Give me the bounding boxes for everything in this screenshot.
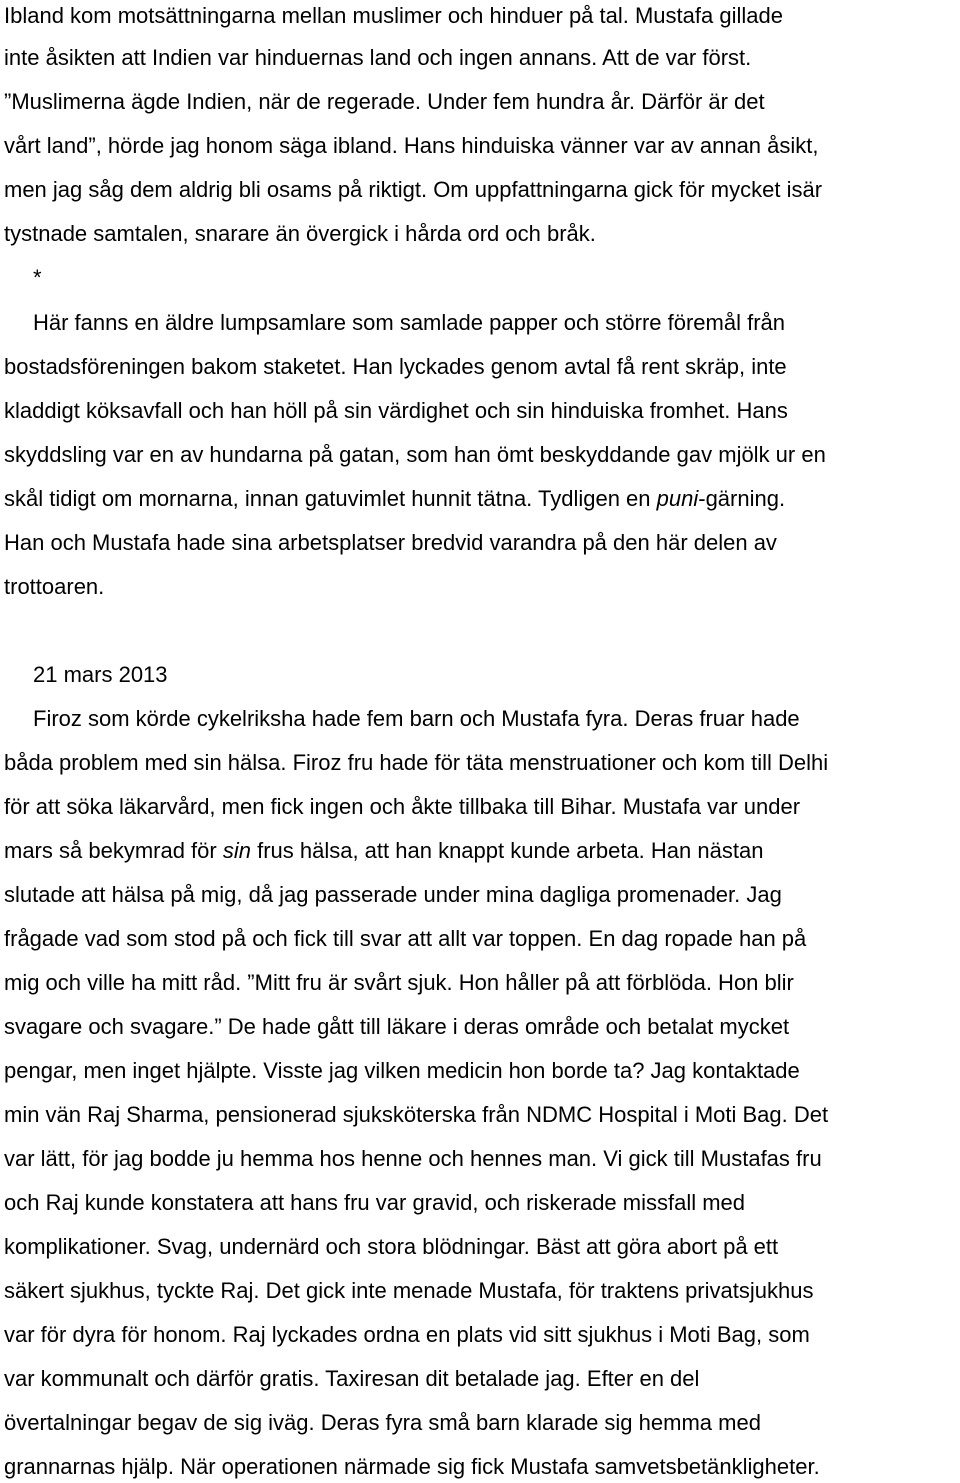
text-line: men jag såg dem aldrig bli osams på riktigt. Om uppfattningarna gick för mycket isär [4, 177, 823, 202]
text-line: ”Muslimerna ägde Indien, när de regerade. Under fem hundra år. Därför är det [4, 89, 765, 114]
text-run: -gärning. [698, 486, 786, 511]
text-run: mars så bekymrad för [4, 838, 223, 863]
text-line: säkert sjukhus, tyckte Raj. Det gick inte menade Mustafa, för traktens privatsjukhus [4, 1278, 814, 1303]
text-line: grannarnas hjälp. När operationen närmade sig fick Mustafa samvetsbetänkligheter. [4, 1454, 820, 1479]
italic-word: sin [222, 838, 251, 863]
text-run: frus hälsa, att han knappt kunde arbeta. Han nästan [250, 838, 764, 863]
text-line [4, 838, 763, 864]
date-heading: 21 mars 2013 [33, 662, 168, 687]
text-line: Han och Mustafa hade sina arbetsplatser bredvid varandra på den här delen av [4, 530, 777, 555]
text-line: övertalningar begav de sig iväg. Deras fyra små barn klarade sig hemma med [4, 1410, 761, 1435]
text-run: skål tidigt om mornarna, innan gatuvimlet hunnit tätna. Tydligen en [4, 486, 657, 511]
text-line: Här fanns en äldre lumpsamlare som samlade papper och större föremål från [33, 310, 786, 335]
text-line: inte åsikten att Indien var hinduernas land och ingen annans. Att de var först. [4, 45, 752, 70]
text-line: var lätt, för jag bodde ju hemma hos henne och hennes man. Vi gick till Mustafas fru [4, 1146, 822, 1171]
text-line: båda problem med sin hälsa. Firoz fru hade för täta menstruationer och kom till Delhi [4, 750, 829, 775]
text-line: frågade vad som stod på och fick till svar att allt var toppen. En dag ropade han på [4, 926, 807, 951]
text-line: Firoz som körde cykelriksha hade fem barn och Mustafa fyra. Deras fruar hade [33, 706, 800, 731]
text-line: tystnade samtalen, snarare än övergick i hårda ord och bråk. [4, 221, 596, 246]
text-line: kladdigt köksavfall och han höll på sin värdighet och sin hinduiska fromhet. Hans [4, 398, 788, 423]
text-line [4, 486, 785, 512]
text-line: och Raj kunde konstatera att hans fru var gravid, och riskerade missfall med [4, 1190, 746, 1215]
text-line: för att söka läkarvård, men fick ingen och åkte tillbaka till Bihar. Mustafa var under [4, 794, 801, 819]
text-line: vårt land”, hörde jag honom säga ibland. Hans hinduiska vänner var av annan åsikt, [4, 133, 819, 158]
text-line: pengar, men inget hjälpte. Visste jag vilken medicin hon borde ta? Jag kontaktade [4, 1058, 800, 1083]
text-line: var för dyra för honom. Raj lyckades ordna en plats vid sitt sjukhus i Moti Bag, som [4, 1322, 810, 1347]
text-line: mig och ville ha mitt råd. ”Mitt fru är svårt sjuk. Hon håller på att förblöda. Hon blir [4, 970, 794, 995]
text-line: var kommunalt och därför gratis. Taxiresan dit betalade jag. Efter en del [4, 1366, 700, 1391]
text-line: skyddsling var en av hundarna på gatan, som han ömt beskyddande gav mjölk ur en [4, 442, 826, 467]
section-separator: * [33, 265, 42, 290]
text-line: komplikationer. Svag, undernärd och stora blödningar. Bäst att göra abort på ett [4, 1234, 779, 1259]
italic-word: puni [656, 486, 699, 511]
text-line: trottoaren. [4, 574, 105, 599]
text-line: Ibland kom motsättningarna mellan muslimer och hinduer på tal. Mustafa gillade [4, 3, 783, 28]
text-line: bostadsföreningen bakom staketet. Han lyckades genom avtal få rent skräp, inte [4, 354, 787, 379]
text-line: svagare och svagare.” De hade gått till läkare i deras område och betalat mycket [4, 1014, 790, 1039]
text-line: min vän Raj Sharma, pensionerad sjuksköterska från NDMC Hospital i Moti Bag. Det [4, 1102, 829, 1127]
text-line: slutade att hälsa på mig, då jag passerade under mina dagliga promenader. Jag [4, 882, 782, 907]
